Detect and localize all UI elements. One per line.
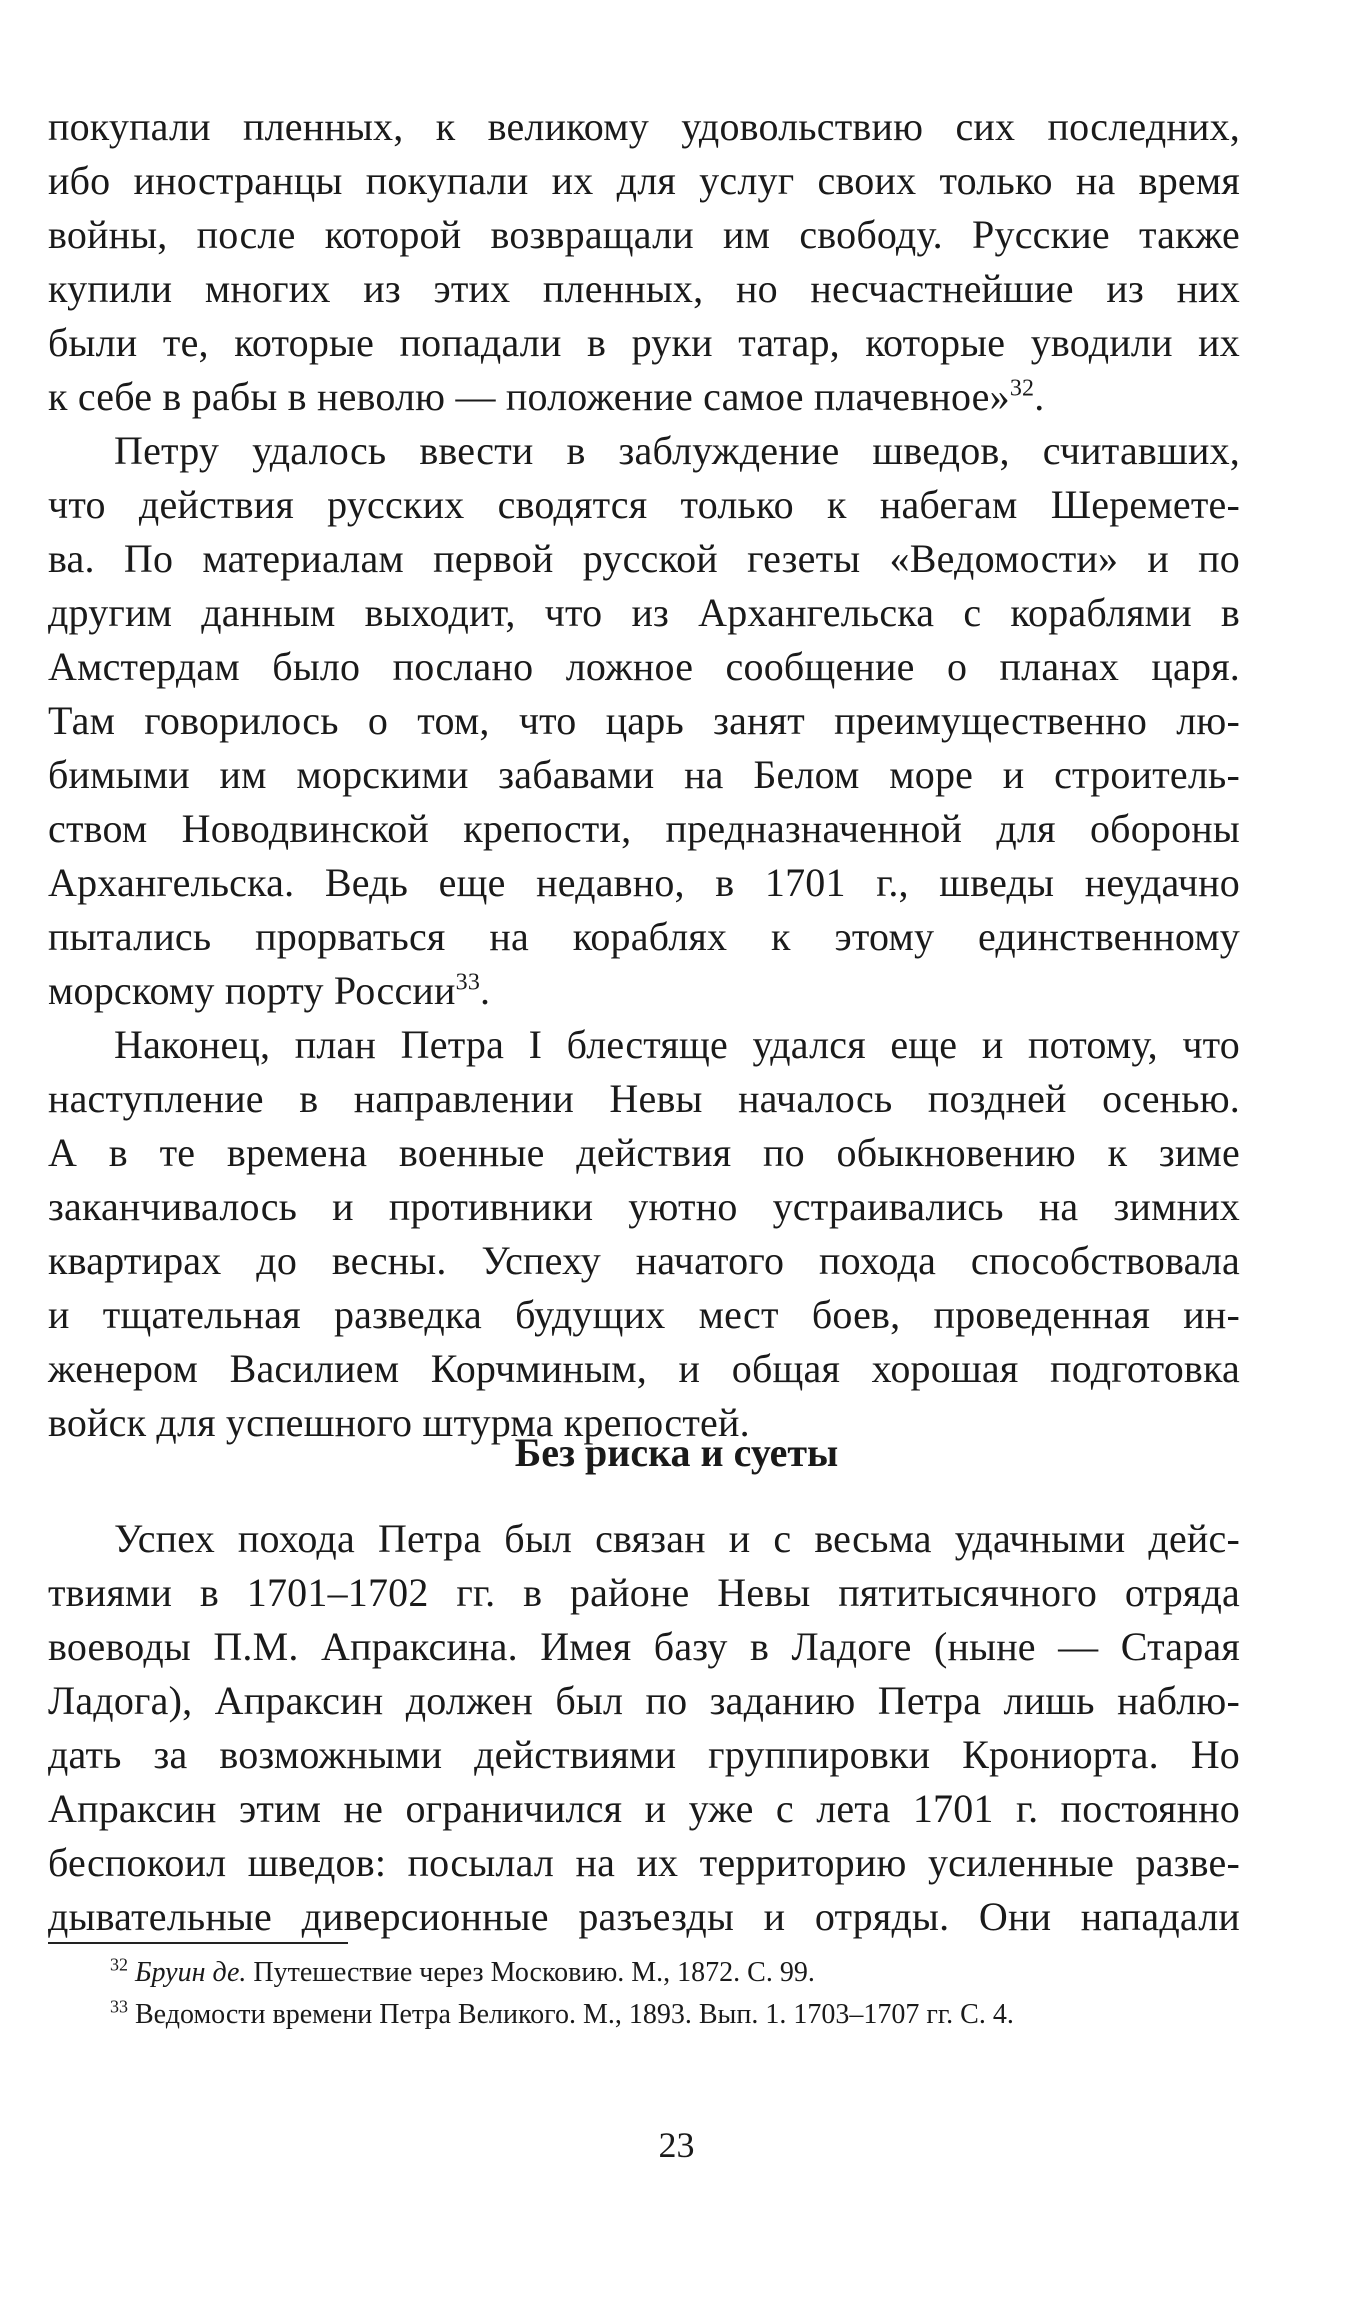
paragraph-1	[48, 100, 1240, 424]
footnote-number: 33	[110, 1996, 128, 2017]
text-line: купили многих из этих пленных, но несчастнейшие из них	[48, 266, 1240, 311]
text-line: войны, после которой возвращали им свободу. Русские также	[48, 212, 1240, 257]
footnote-divider	[48, 1942, 348, 1944]
text-line: дывательные диверсионные разъезды и отряды. Они нападали	[48, 1894, 1240, 1939]
footnote-text: Ведомости времени Петра Великого. М., 1893. Вып. 1. 1703–1707 гг. С. 4.	[135, 1999, 1014, 2030]
footnote-reference: 33	[455, 969, 481, 996]
text-line: воеводы П.М. Апраксина. Имея базу в Ладоге (ныне — Старая	[48, 1624, 1240, 1669]
text-line: Там говорилось о том, что царь занят преимущественно лю-	[48, 698, 1240, 743]
text-line: наступление в направлении Невы началось поздней осенью.	[48, 1076, 1240, 1121]
text-line: Успех похода Петра был связан и с весьма удачными дейс-	[114, 1516, 1240, 1561]
text-line: и тщательная разведка будущих мест боев, проведенная ин-	[48, 1292, 1240, 1337]
text-line: ством Новодвинской крепости, предназначенной для обороны	[48, 806, 1240, 851]
text-line: что действия русских сводятся только к набегам Шеремете-	[48, 482, 1240, 527]
text-line: Архангельска. Ведь еще недавно, в 1701 г., шведы неудачно	[48, 860, 1240, 905]
paragraph-2	[48, 424, 1240, 1018]
text-line: твиями в 1701–1702 гг. в районе Невы пятитысячного отряда	[48, 1570, 1240, 1615]
text-line: ва. По материалам первой русской гезеты «Ведомости» и по	[48, 536, 1240, 581]
page-number: 23	[658, 2125, 695, 2165]
text-line: Ладога), Апраксин должен был по заданию Петра лишь наблю-	[48, 1678, 1240, 1723]
text-line: Апраксин этим не ограничился и уже с лета 1701 г. постоянно	[48, 1786, 1240, 1831]
footnotes	[48, 1952, 1240, 2036]
text-line: бимыми им морскими забавами на Белом море и строитель-	[48, 752, 1240, 797]
paragraph-3	[48, 1018, 1240, 1450]
footnote-number: 32	[110, 1954, 128, 1975]
text-line: дать за возможными действиями группировки Крониорта. Но	[48, 1732, 1240, 1777]
text-line: заканчивалось и противники уютно устраивались на зимних	[48, 1184, 1240, 1229]
section-heading: Без риска и суеты	[514, 1430, 839, 1475]
text-line: беспокоил шведов: посылал на их территорию усиленные разве-	[48, 1840, 1240, 1885]
text-line: войск для успешного штурма крепостей.	[48, 1400, 750, 1445]
text-line: квартирах до весны. Успеху начатого похода способствовала	[48, 1238, 1240, 1283]
text-line: ибо иностранцы покупали их для услуг своих только на время	[48, 158, 1240, 203]
text-line: морскому порту России$^{33}$.	[48, 968, 491, 1013]
footnote-text: Путешествие через Московию. М., 1872. С. 99.	[253, 1957, 815, 1988]
footnote-33	[48, 1994, 1240, 2036]
text-line: Петру удалось ввести в заблуждение шведов, считавших,	[114, 428, 1240, 473]
text-line: покупали пленных, к великому удовольствию сих последних,	[48, 104, 1240, 149]
text-line: пытались прорваться на кораблях к этому единственному	[48, 914, 1240, 959]
text-line: другим данным выходит, что из Архангельска с кораблями в	[48, 590, 1240, 635]
text-line: Амстердам было послано ложное сообщение о планах царя.	[48, 644, 1240, 689]
footnote-32	[48, 1952, 1240, 1994]
text-line: были те, которые попадали в руки татар, которые уводили их	[48, 320, 1240, 365]
text-line: женером Василием Корчминым, и общая хорошая подготовка	[48, 1346, 1240, 1391]
footnote-author: Бруин де.	[135, 1957, 247, 1988]
footnote-reference: 32	[1009, 375, 1035, 402]
paragraph-4	[48, 1512, 1240, 1944]
text-line: А в те времена военные действия по обыкновению к зиме	[48, 1130, 1240, 1175]
text-line: Наконец, план Петра I блестяще удался еще и потому, что	[114, 1022, 1240, 1067]
text-line: к себе в рабы в неволю — положение самое плачевное»$^{32}$.	[48, 374, 1045, 419]
